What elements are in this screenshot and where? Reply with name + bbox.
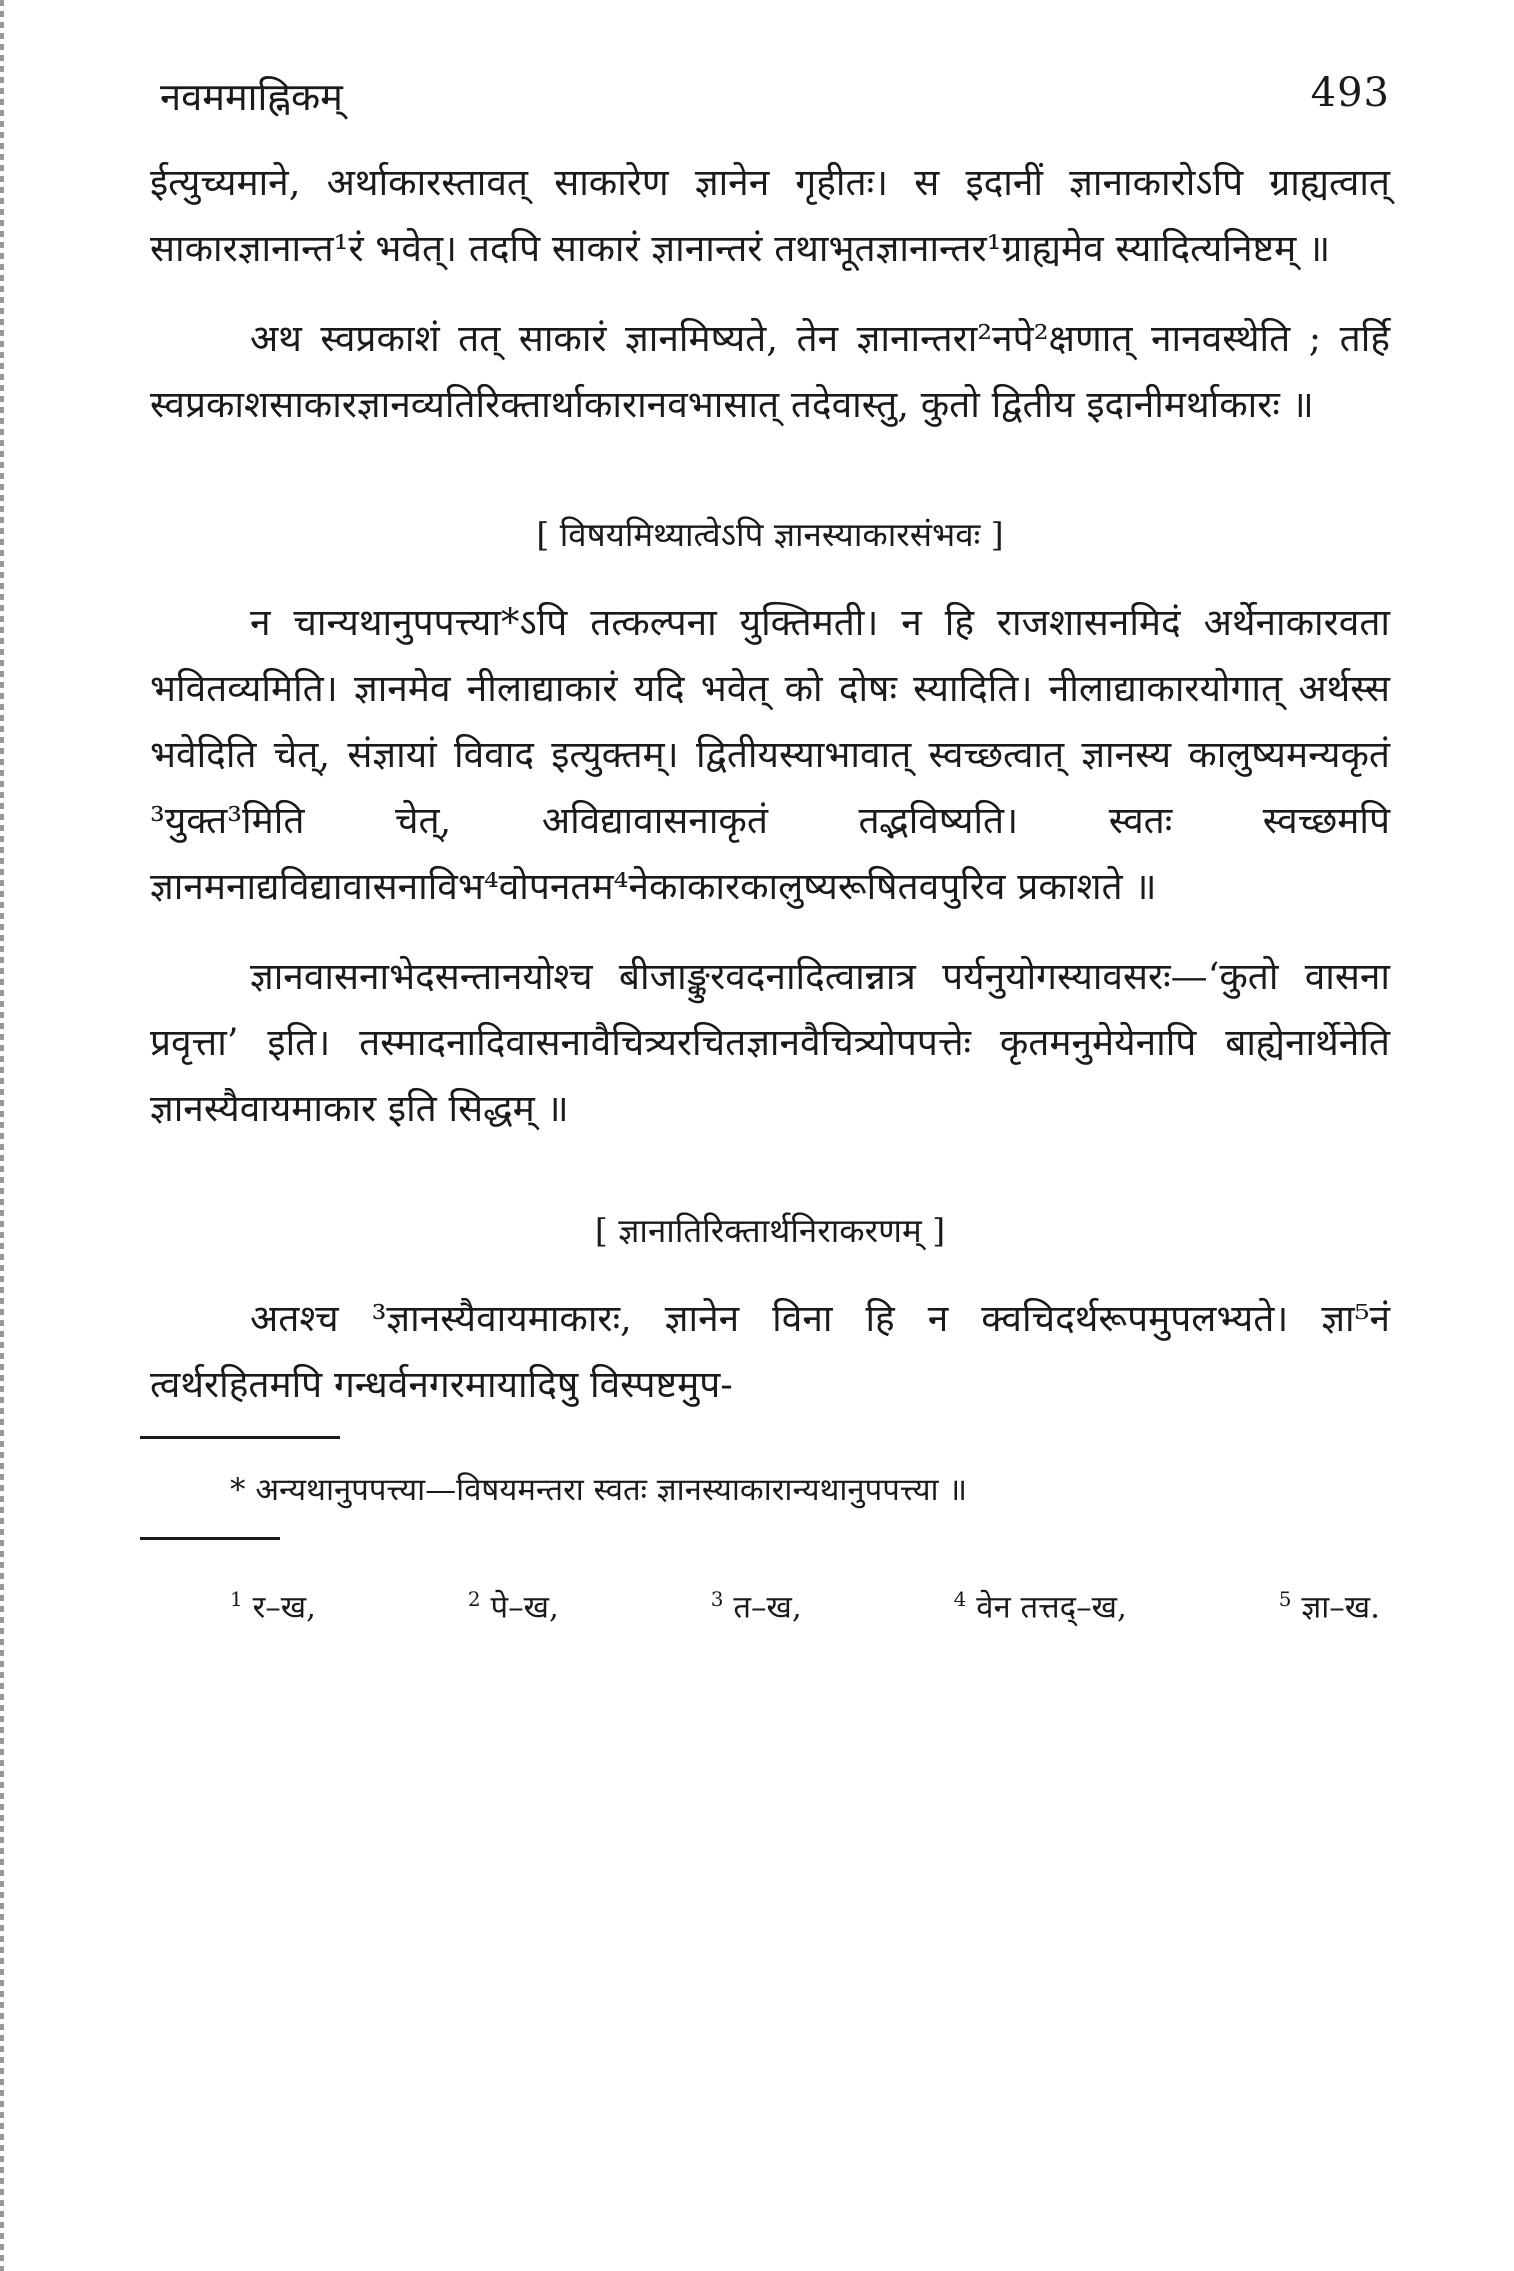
section-heading-1: [ विषयमिथ्यात्वेऽपि ज्ञानस्याकारसंभवः ] — [536, 515, 1004, 554]
variant-reading: $^4$ वेन तत्तद्–ख, — [953, 1587, 1127, 1626]
chapter-title: नवममाह्निकम् — [160, 75, 343, 119]
variant-reading: $^5$ ज्ञा–ख. — [1278, 1587, 1380, 1626]
variant-reading: $^3$ त–ख, — [710, 1587, 802, 1626]
running-head — [150, 60, 1390, 140]
paragraph-4: ज्ञानवासनाभेदसन्तानयोश्च बीजाङ्कुरवदनादित्वान्नात्र पर्यनुयोगस्यावसरः—‘कुतो वासना प्रवृत्ता’ इति। तस्मादनादिवासनावैचित्र्यरचितज्ञानवैचित्र्योपपत्तेः कृतमनुमेयेनापि बाह्येनार्थेनेति ज्ञानस्यैवायमाकार इति सिद्धम् ॥ — [150, 955, 1390, 1130]
book-page — [150, 60, 1390, 1632]
paragraph-1: ईत्युच्यमाने, अर्थाकारस्तावत् साकारेण ज्ञानेन गृहीतः। स इदानीं ज्ञानाकारोऽपि ग्राह्यत्वात् साकारज्ञानान्त¹रं भवेत्। तदपि साकारं ज्ञानान्तरं तथाभूतज्ञानान्तर¹ग्राह्यमेव स्यादित्यनिष्टम् ॥ — [150, 161, 1390, 270]
variant-readings — [150, 1574, 1390, 1632]
footnote-divider — [140, 1436, 340, 1439]
variants-divider — [140, 1537, 280, 1540]
paragraph-5: अतश्च ³ज्ञानस्यैवायमाकारः, ज्ञानेन विना हि न क्वचिदर्थरूपमुपलभ्यते। ज्ञा⁵नं त्वर्थरहितमपि गन्धर्वनगरमायादिषु विस्पष्टमुप- — [150, 1297, 1390, 1406]
paragraph-2: अथ स्वप्रकाशं तत् साकारं ज्ञानमिष्यते, तेन ज्ञानान्तरा²नपे²क्षणात् नानवस्थेति ; तर्हि स्वप्रकाशसाकारज्ञानव्यतिरिक्तार्थाकारानवभासात् तदेवास्तु, कुतो द्वितीय इदानीमर्थाकारः ॥ — [150, 317, 1390, 426]
paragraph-3: न चान्यथानुपपत्त्या*ऽपि तत्कल्पना युक्तिमती। न हि राजशासनमिदं अर्थेनाकारवता भवितव्यमिति। ज्ञानमेव नीलाद्याकारं यदि भवेत् को दोषः स्यादिति। नीलाद्याकारयोगात् अर्थस्स भवेदिति चेत्, संज्ञायां विवाद इत्युक्तम्। द्वितीयस्याभावात् स्वच्छत्वात् ज्ञानस्य कालुष्यमन्यकृतं ³युक्त³मिति चेत्, अविद्यावासनाकृतं तद्भविष्यति। स्वतः स्वच्छमपि ज्ञानमनाद्यविद्यावासनाविभ⁴वोपनतम⁴नेकाकारकालुष्यरूषितवपुरिव प्रकाशते ॥ — [150, 601, 1390, 908]
section-heading-2: [ ज्ञानातिरिक्तार्थनिराकरणम् ] — [594, 1211, 946, 1250]
page-edge-scan-artifact — [0, 0, 4, 2271]
variant-reading: $^1$ र–ख, — [230, 1587, 316, 1626]
footnote-asterisk: * अन्यथानुपपत्त्या—विषयमन्तरा स्वतः ज्ञानस्याकारान्यथानुपपत्त्या ॥ — [230, 1472, 968, 1508]
variant-reading: $^2$ पे–ख, — [467, 1587, 559, 1626]
page-number: 493 — [1310, 70, 1390, 116]
